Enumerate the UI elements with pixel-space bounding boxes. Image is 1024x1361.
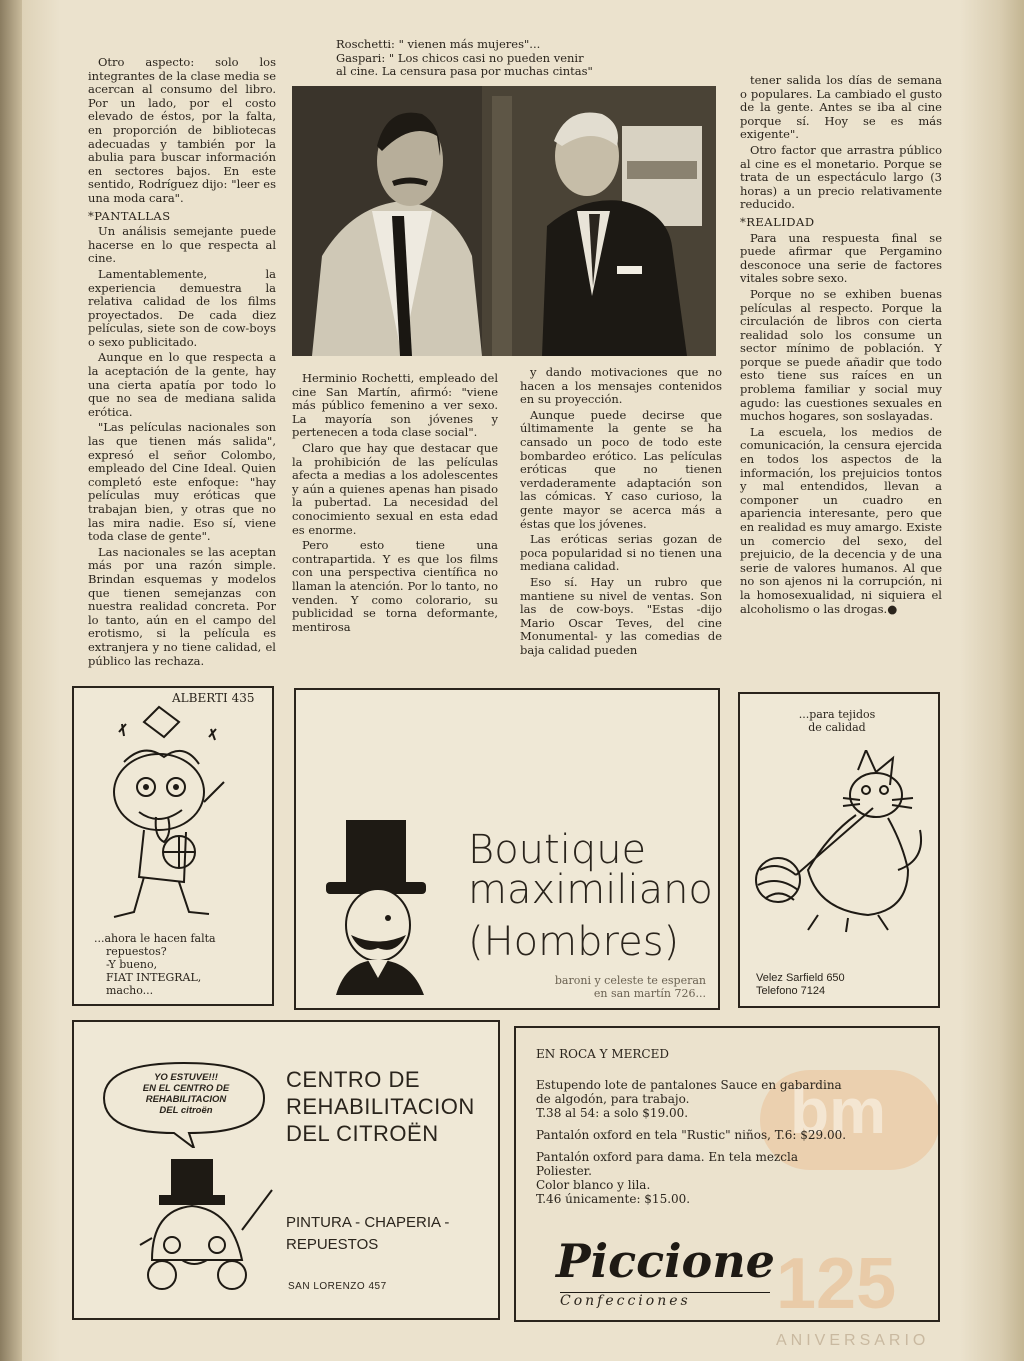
offer-line: de algodón, para trabajo.: [536, 1092, 690, 1106]
cat-with-yarn-icon: [748, 750, 928, 940]
offer-line: Pantalón oxford en tela "Rustic" niños, T.6: $29.00.: [536, 1128, 847, 1142]
article-column-4: [740, 74, 942, 618]
dialogue-line: -Y bueno,: [106, 958, 158, 971]
anniversary-logo: bm: [790, 1075, 886, 1147]
anniversary-word: ANIVERSARIO: [776, 1332, 930, 1349]
tagline-line: de calidad: [808, 721, 866, 734]
article-column-2: [292, 372, 498, 636]
title-line: DEL CITROËN: [286, 1121, 439, 1146]
anniversary-number: 125: [776, 1244, 897, 1324]
paragraph: Pero esto tiene una contrapartida. Y es que los films con una perspectiva científica no llaman la atención. Por lo tanto, no venden. Y como colorario, su publicidad se torna deformante, mentirosa: [292, 538, 498, 634]
offer-line: T.38 al 54: a solo $19.00.: [536, 1106, 689, 1120]
dialogue-line: macho...: [106, 984, 154, 997]
services-line: REPUESTOS: [286, 1236, 379, 1253]
paragraph: y dando motivaciones que no hacen a los mensajes contenidos en su proyección.: [520, 365, 722, 407]
ad-address: SAN LORENZO 457: [288, 1281, 387, 1292]
paragraph: Para una respuesta final se puede afirmar que Pergamino desconoce una serie de factores vitales sobre sexo.: [740, 230, 942, 286]
dialogue-line: ...ahora le hacen falta: [94, 932, 216, 945]
caption-line: Gaspari: " Los chicos casi no pueden venir: [336, 50, 584, 65]
offer-line: Color blanco y lila.: [536, 1178, 651, 1192]
ad-title: [286, 1066, 475, 1147]
ad-phone: Telefono 7124: [756, 985, 826, 997]
paragraph: Porque no se exhiben buenas películas al respecto. Porque la circulación de libros con cierta realidad solo los consume un sector mínimo de población. Y porque se puede añadir que todo esto tiene sus raíces en un problema familiar y social muy agudo: las cuestiones sexuales en muchos hogares, son soslayadas.: [740, 286, 942, 424]
offer-line: Pantalón oxford para dama. En tela mezcla: [536, 1150, 798, 1164]
ad-contact: [756, 972, 845, 998]
bubble-line: YO ESTUVE!!!: [154, 1072, 218, 1083]
boutique-name: Boutique: [468, 827, 647, 873]
caption-line: al cine. La censura pasa por muchas cintas": [336, 64, 593, 79]
top-hat-gentleman-icon: [306, 820, 456, 995]
boutique-tagline: [510, 974, 706, 1000]
paragraph: Eso sí. Hay un rubro que mantiene su nivel de ventas. Son las de cow-boys. "Estas -dijo Mario Oscar Teves, del cine Monumental- y las comedias de baja calidad pueden: [520, 574, 722, 657]
photo-caption: [336, 38, 696, 79]
paragraph: Aunque en lo que respecta a la aceptación de la gente, hay una cierta apatía por todo lo que no sea de mediana salida erótica.: [88, 350, 276, 419]
ad-address: Velez Sarfield 650: [756, 972, 845, 984]
cartoon-dizzy-man-icon: [84, 702, 264, 932]
ad-services: [286, 1212, 449, 1256]
offer-line: T.46 únicamente: $15.00.: [536, 1192, 691, 1206]
paragraph: tener salida los días de semana o populares. La cambiado el gusto de la gente. Antes se iba al cine porque sí. Hoy se es más exigente".: [740, 73, 942, 142]
ad-dialogue: [94, 932, 264, 997]
ad-tagline: [762, 708, 912, 734]
paragraph: Un análisis semejante puede hacerse en lo que respecta al cine.: [88, 224, 276, 266]
paragraph: Las eróticas serias gozan de poca popularidad si no tienen una mediana calidad.: [520, 532, 722, 574]
paragraph: Otro aspecto: solo los integrantes de la clase media se acercan al consumo del libro. Por un lado, por el costo elevado de éstos, por la falta, en proporción de bibliotecas adecuadas y también por la abulia para buscar información en sectores bajos. En este sentido, Rodríguez dijo: "leer es una moda cara".: [88, 55, 276, 205]
paragraph: "Las películas nacionales son las que tienen más salida", expresó el señor Colombo, empleado del Cine Ideal. Quien completó este enfoque: "hay películas muy eróticas que trabajan bien, y otras que no las mira nadie. Eso sí, viene toda clase de gente".: [88, 420, 276, 544]
section-heading: *REALIDAD: [740, 214, 815, 229]
dialogue-line: FIAT INTEGRAL,: [106, 971, 202, 984]
title-line: CENTRO DE: [286, 1067, 421, 1092]
page-spine: [0, 0, 22, 1361]
paragraph: Otro factor que arrastra público al cine es el monetario. Porque se trata de un espectáculo largo (3 horas) a un precio relativamente reducido.: [740, 142, 942, 212]
bubble-line: REHABILITACION: [145, 1094, 227, 1105]
offer-line: Estupendo lote de pantalones Sauce en gabardina: [536, 1078, 842, 1092]
tagline-line: en san martín 726...: [593, 987, 706, 1000]
tagline-line: ...para tejidos: [798, 708, 876, 721]
dialogue-line: repuestos?: [106, 945, 167, 958]
ad-address: ALBERTI 435: [172, 691, 255, 705]
article-column-1: [88, 56, 276, 670]
paragraph: Las nacionales se las aceptan más por una razón simple. Brindan esquemas y modelos que tienen semejanzas con nuestra realidad concreta. Por lo tanto, aún en el campo del erotismo, si la película es extranjera y no tiene calidad, el público las rechaza.: [88, 544, 276, 668]
bubble-line: DEL citroën: [159, 1105, 213, 1116]
photo-two-men: [292, 86, 716, 356]
paragraph: Aunque puede decirse que últimamente la gente se ha cansado un poco de todo este bombardeo erótico. Las películas eróticas que no tienen verdaderamente adaptación son las cómicas. Y caso curioso, la gente mayor se acerca más a éstas que los jóvenes.: [520, 407, 722, 531]
article-column-3: [520, 366, 722, 659]
brand-subtitle: Confecciones: [560, 1292, 770, 1309]
ad-offers: [536, 1078, 926, 1206]
section-heading: *PANTALLAS: [88, 208, 171, 223]
title-line: REHABILITACION: [286, 1094, 475, 1119]
brand-logo: Piccione: [556, 1234, 775, 1288]
photo-illustration: [292, 86, 716, 356]
ad-piccione: [514, 1026, 940, 1322]
services-line: PINTURA - CHAPERIA -: [286, 1214, 450, 1231]
tagline-line: baroni y celeste te esperan: [554, 974, 706, 987]
boutique-name: maximiliano: [468, 867, 713, 913]
ad-location: EN ROCA Y MERCED: [536, 1047, 669, 1061]
ad-fiat-alberti: [72, 686, 274, 1006]
paragraph: Lamentablemente, la experiencia demuestra la relativa calidad de los films proyectados. De cada diez películas, siete son de cow-boys o sexo publicitado.: [88, 266, 276, 349]
boutique-category: (Hombres): [468, 919, 680, 965]
bubble-text: [118, 1072, 254, 1116]
cartoon-citroen-car-icon: [132, 1150, 282, 1300]
ad-tejidos: [738, 692, 940, 1008]
paragraph: La escuela, los medios de comunicación, la censura ejercida en todos los aspectos de la información, los prejuicios tontos y mal entendidos, llevan a componer un cuadro en apariencia interesante, pero que en realidad es muy amargo. Existe un comercio del sexo, del prejuicio, de la decencia y de una serie de valores humanos. Al que no son ajenos ni la corrupción, ni la homosexualidad, ni siquiera el alcoholismo o las drogas.●: [740, 424, 942, 616]
ad-citroen-rehab: [72, 1020, 500, 1320]
paragraph: Claro que hay que destacar que la prohibición de las películas afecta a medias a los adolescentes y aún a quienes apenas han pisado la pubertad. La necesidad del conocimiento sexual en esta edad es enorme.: [292, 440, 498, 537]
paragraph: Herminio Rochetti, empleado del cine San Martín, afirmó: "viene más público femenino a ver sexo. La mayoría son jóvenes y pertenecen a toda clase social".: [292, 371, 498, 440]
ad-boutique-maximiliano: [294, 688, 720, 1010]
caption-line: Roschetti: " vienen más mujeres"...: [336, 37, 541, 51]
offer-line: Poliester.: [536, 1164, 592, 1178]
bubble-line: EN EL CENTRO DE: [142, 1083, 230, 1094]
